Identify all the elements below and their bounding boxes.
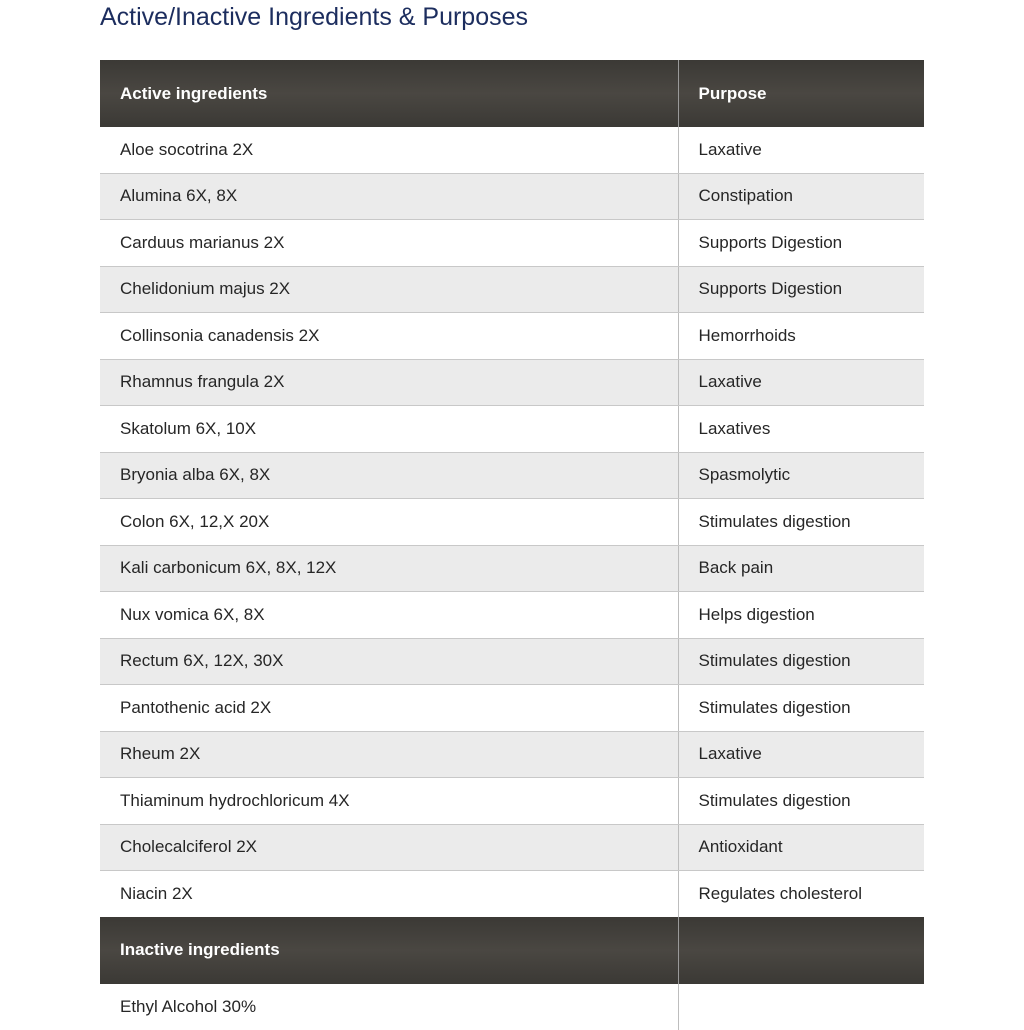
active-header-row: [100, 60, 924, 127]
ingredient-cell: Pantothenic acid 2X: [100, 685, 678, 732]
table-row: [100, 685, 924, 732]
inactive-purpose-header: [678, 917, 924, 984]
purpose-cell: Laxative: [678, 127, 924, 173]
ingredient-cell: Skatolum 6X, 10X: [100, 406, 678, 453]
table-row: [100, 220, 924, 267]
purpose-cell: Regulates cholesterol: [678, 871, 924, 917]
ingredient-cell: Bryonia alba 6X, 8X: [100, 452, 678, 499]
ingredients-table: [100, 60, 924, 1030]
ingredient-cell: Rheum 2X: [100, 731, 678, 778]
table-row: [100, 266, 924, 313]
active-ingredients-header: Active ingredients: [100, 60, 678, 127]
ingredient-cell: Collinsonia canadensis 2X: [100, 313, 678, 360]
ingredient-cell: Aloe socotrina 2X: [100, 127, 678, 173]
purpose-cell: Helps digestion: [678, 592, 924, 639]
table-row: [100, 127, 924, 173]
ingredient-cell: Alumina 6X, 8X: [100, 173, 678, 220]
ingredient-cell: Nux vomica 6X, 8X: [100, 592, 678, 639]
table-row: [100, 359, 924, 406]
table-row: [100, 824, 924, 871]
purpose-cell: [678, 984, 924, 1030]
ingredient-cell: Rhamnus frangula 2X: [100, 359, 678, 406]
ingredient-cell: Ethyl Alcohol 30%: [100, 984, 678, 1030]
table-row: [100, 545, 924, 592]
purpose-cell: Supports Digestion: [678, 220, 924, 267]
table-row: [100, 871, 924, 917]
table-row: [100, 499, 924, 546]
inactive-ingredients-header: Inactive ingredients: [100, 917, 678, 984]
purpose-header: Purpose: [678, 60, 924, 127]
table-row: [100, 313, 924, 360]
ingredient-cell: Colon 6X, 12,X 20X: [100, 499, 678, 546]
table-row: [100, 452, 924, 499]
table-row: [100, 984, 924, 1030]
purpose-cell: Stimulates digestion: [678, 685, 924, 732]
purpose-cell: Stimulates digestion: [678, 638, 924, 685]
purpose-cell: Hemorrhoids: [678, 313, 924, 360]
purpose-cell: Constipation: [678, 173, 924, 220]
table-row: [100, 638, 924, 685]
purpose-cell: Stimulates digestion: [678, 499, 924, 546]
ingredient-cell: Chelidonium majus 2X: [100, 266, 678, 313]
ingredient-cell: Kali carbonicum 6X, 8X, 12X: [100, 545, 678, 592]
page-title: Active/Inactive Ingredients & Purposes: [100, 3, 529, 31]
purpose-cell: Laxative: [678, 359, 924, 406]
purpose-cell: Antioxidant: [678, 824, 924, 871]
table-row: [100, 731, 924, 778]
ingredient-cell: Rectum 6X, 12X, 30X: [100, 638, 678, 685]
ingredient-cell: Cholecalciferol 2X: [100, 824, 678, 871]
table-row: [100, 778, 924, 825]
ingredient-cell: Thiaminum hydrochloricum 4X: [100, 778, 678, 825]
purpose-cell: Supports Digestion: [678, 266, 924, 313]
table-row: [100, 173, 924, 220]
purpose-cell: Laxatives: [678, 406, 924, 453]
inactive-header-row: [100, 917, 924, 984]
purpose-cell: Back pain: [678, 545, 924, 592]
ingredient-cell: Carduus marianus 2X: [100, 220, 678, 267]
table-row: [100, 592, 924, 639]
table-row: [100, 406, 924, 453]
purpose-cell: Spasmolytic: [678, 452, 924, 499]
purpose-cell: Stimulates digestion: [678, 778, 924, 825]
purpose-cell: Laxative: [678, 731, 924, 778]
ingredient-cell: Niacin 2X: [100, 871, 678, 917]
